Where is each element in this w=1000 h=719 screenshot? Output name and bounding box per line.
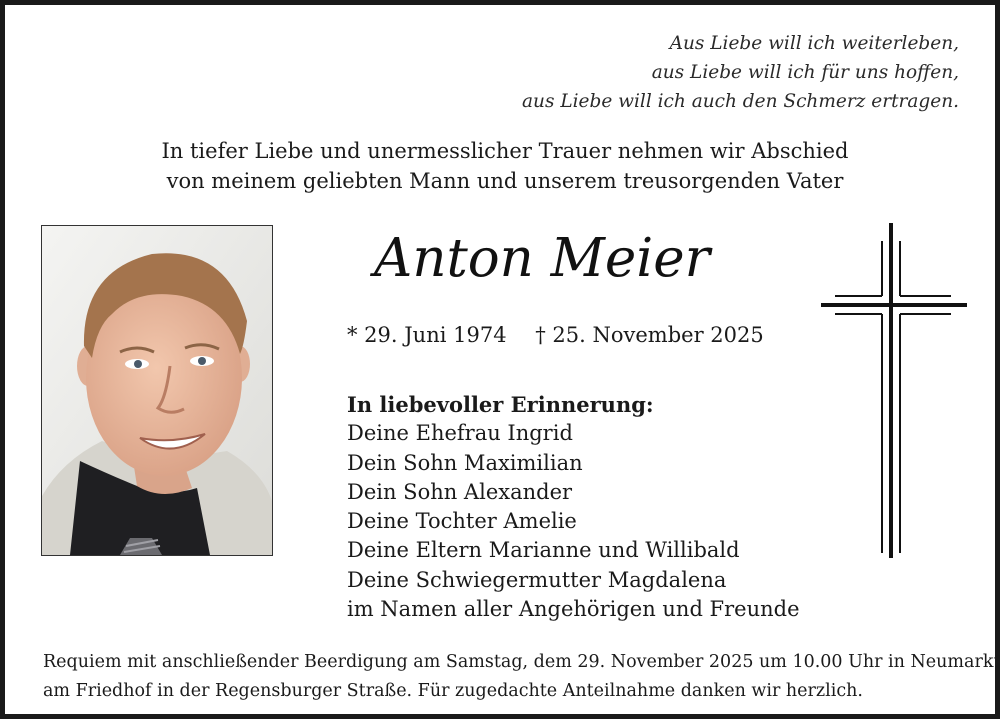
intro-line: In tiefer Liebe und unermesslicher Trauer nehmen wir Abschied xyxy=(161,139,849,163)
portrait-illustration xyxy=(42,226,272,555)
motto-line: aus Liebe will ich auch den Schmerz ertragen. xyxy=(522,91,959,112)
motto-line: aus Liebe will ich für uns hoffen, xyxy=(651,62,959,83)
mourners-heading: In liebevoller Erinnerung: xyxy=(347,392,654,417)
life-dates xyxy=(347,320,764,350)
intro-line: von meinem geliebten Mann und unserem treusorgenden Vater xyxy=(166,169,844,193)
mourner-item: Dein Sohn Maximilian xyxy=(347,450,583,475)
funeral-info-line: Requiem mit anschließender Beerdigung am Samstag, dem 29. November 2025 um 10.00 Uhr in Neumarkt xyxy=(43,652,1000,672)
intro-text xyxy=(5,136,1000,196)
mourner-item: Deine Eltern Marianne und Willibald xyxy=(347,538,740,563)
funeral-info xyxy=(43,648,1000,706)
mourner-item: Deine Tochter Amelie xyxy=(347,509,577,534)
mourner-item: Dein Sohn Alexander xyxy=(347,479,573,504)
mourners-list xyxy=(347,390,800,624)
motto-verse xyxy=(522,29,959,116)
mourner-item: Deine Schwiegermutter Magdalena xyxy=(347,567,727,592)
birth-date: * 29. Juni 1974 xyxy=(347,323,507,347)
deceased-name: Anton Meier xyxy=(374,228,710,289)
portrait-photo xyxy=(41,225,273,556)
motto-line: Aus Liebe will ich weiterleben, xyxy=(669,33,959,54)
funeral-info-line: am Friedhof in der Regensburger Straße. Für zugedachte Anteilnahme danken wir herzlich. xyxy=(43,681,863,701)
cross-icon xyxy=(821,223,971,561)
death-date: † 25. November 2025 xyxy=(535,323,764,347)
mourner-item: Deine Ehefrau Ingrid xyxy=(347,421,573,446)
mourner-item: im Namen aller Angehörigen und Freunde xyxy=(347,597,800,622)
